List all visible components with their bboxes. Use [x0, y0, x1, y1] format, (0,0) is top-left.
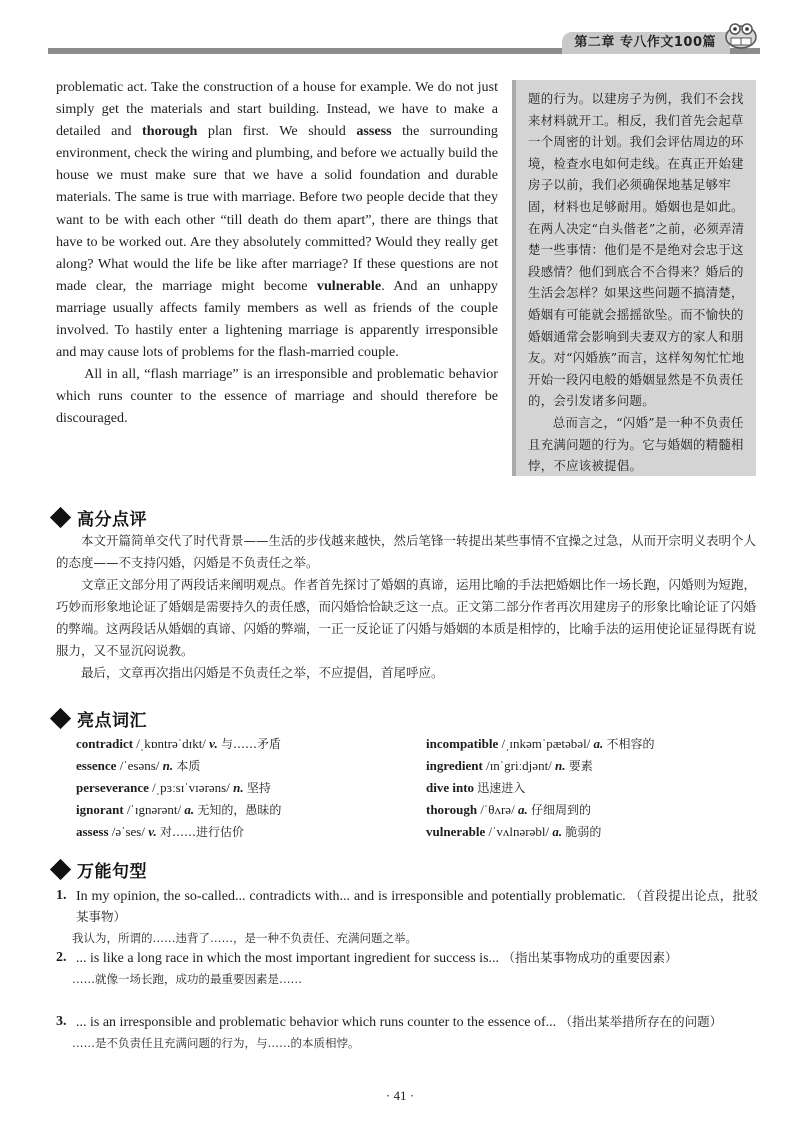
sentence-number: 3.	[56, 1014, 67, 1029]
page-header	[0, 0, 800, 62]
comment-paragraph: 最后，文章再次指出闪婚是不负责任之举，不应提倡，首尾呼应。	[81, 665, 444, 680]
vocab-item: perseverance /ˌpɜːsɪˈvɪərəns/ n. 坚持	[76, 780, 271, 795]
essay-paragraph	[56, 76, 498, 363]
chinese-translation-box	[512, 80, 756, 476]
sentence-number: 2.	[56, 950, 67, 965]
vocab-item: vulnerable /ˈvʌlnərəbl/ a. 脆弱的	[426, 824, 602, 839]
sentence-english: ... is like a long race in which the most important ingredient for success is...	[76, 951, 500, 966]
section-title: 亮点词汇	[77, 710, 147, 731]
comment-section-heading	[50, 505, 147, 529]
vocab-item: ignorant /ˈɪgnərənt/ a. 无知的，愚昧的	[76, 802, 282, 817]
keyword-highlight: assess	[356, 123, 392, 140]
vocab-section-heading	[50, 706, 147, 730]
text-run: All in all, “flash marriage” is an irresponsible and problematic behavior which runs counter to the essence of marriage and should therefore be discouraged.	[56, 366, 498, 427]
essay-paragraph	[56, 363, 498, 429]
chapter-tab: 第二章 专八作文100篇	[562, 32, 730, 54]
vocab-item: incompatible /ˌɪnkəmˈpætəbəl/ a. 不相容的	[426, 736, 655, 751]
comment-paragraph: 本文开篇简单交代了时代背景——生活的步伐越来越快，然后笔锋一转提出某些事情不宜操之过急，从而开宗明义表明个人的态度——不支持闪婚，闪婚是不负责任之举。	[56, 533, 757, 570]
sentence-chinese: ……是不负责任且充满问题的行为，与……的本质相悖。	[72, 1036, 360, 1050]
diamond-bullet-icon	[50, 506, 71, 527]
text-run: plan first. We should	[197, 123, 357, 140]
sentence-chinese: ……就像一场长跑，成功的最重要因素是……	[72, 972, 302, 986]
text-run: the surrounding environment, check the wiring and plumbing, and before we actually build the house we must make sure that we have a solid foundation and durable materials. The same is true with marriage. Before two people decide that they want to be with each other “till death do them apart”, there are things that have to be worked out. Are they absolutely committed? Would they really get along? What would the life be like after marriage? If these questions are not made clear, the marriage might become	[56, 123, 498, 294]
sentence-chinese: 我认为，所谓的……违背了……，是一种不负责任、充满问题之举。	[72, 931, 417, 945]
page-number: · 41 ·	[385, 1088, 415, 1103]
keyword-highlight: vulnerable	[316, 277, 382, 294]
section-title: 高分点评	[77, 509, 147, 530]
vocab-item: ingredient /ɪnˈgriːdjənt/ n. 要素	[426, 758, 593, 773]
text-run: . And an unhappy marriage usually affects family members as well as friends of the couple involved. To hastily enter a lightening marriage is apparently irresponsible and may cause lots of problems for the flash-married couple.	[56, 277, 498, 361]
sentence-item	[56, 886, 758, 948]
english-essay-text	[56, 76, 498, 430]
text-run: problematic act. Take the construction of a house for example. We do not just simply get the materials and start building. Instead, we have to make a detailed and	[56, 79, 498, 140]
vocab-item: contradict /ˌkɒntrəˈdɪkt/ v. 与……矛盾	[76, 736, 281, 751]
sentence-item	[56, 948, 758, 989]
diamond-bullet-icon	[50, 858, 71, 879]
sentence-english: ... is an irresponsible and problematic behavior which runs counter to the essence of...	[76, 1015, 557, 1030]
diamond-bullet-icon	[50, 707, 71, 728]
translation-paragraph: 题的行为。以建房子为例，我们不会找来材料就开工。相反，我们首先会起草一个周密的计划。我们会评估周边的环境，检查水电如何走线。在真正开始建房子以前，我们必须确保地基足够牢固，材料也足够耐用。婚姻也是如此。在两人决定“白头偕老”之前，必须弄清楚一些事情：他们是不是绝对会忠于这段感情？他们到底合不合得来？婚后的生活会怎样？如果这些问题不搞清楚，婚姻有可能就会摇摇欲坠。而不愉快的婚姻通常会影响到夫妻双方的家人和朋友。对“闪婚族”而言，这样匆匆忙忙地开始一段闪电般的婚姻显然是不负责任的，会引发诸多问题。	[528, 91, 745, 409]
comment-paragraph: 文章正文部分用了两段话来阐明观点。作者首先探讨了婚姻的真谛，运用比喻的手法把婚姻比作一场长跑，闪婚则为短跑，巧妙而形象地论证了婚姻是需要持久的责任感，而闪婚恰恰缺乏这一点。正文第二部分作者再次用建房子的形象比喻论证了闪婚的弊端。这两段话从婚姻的真谛、闪婚的弊端，一正一反论证了闪婚与婚姻的本质是相悖的，比喻手法的运用使论证显得既有说服力，又不显沉闷说教。	[56, 577, 757, 658]
sentence-item	[56, 1012, 758, 1053]
comment-body	[56, 530, 758, 684]
keyword-highlight: thorough	[142, 123, 198, 140]
vocab-item: thorough /ˈθʌrə/ a. 仔细周到的	[426, 802, 591, 817]
translation-paragraph: 总而言之，“闪婚”是一种不负责任且充满问题的行为。它与婚姻的精髓相悖，不应该被提倡。	[528, 414, 744, 474]
sentence-note: （指出某举措所存在的问题）	[559, 1014, 723, 1029]
sentences-section-heading	[50, 857, 147, 881]
sentence-note: （指出某事物成功的重要因素）	[502, 950, 678, 965]
vocab-item: dive into 迅速进入	[426, 780, 526, 795]
vocab-item: assess /əˈses/ v. 对……进行估价	[76, 824, 245, 839]
sentence-number: 1.	[56, 888, 67, 903]
vocabulary-list	[76, 734, 766, 842]
book-logo-icon	[724, 20, 758, 50]
section-title: 万能句型	[77, 861, 147, 882]
sentence-note: （首段提出论点，批驳某事物）	[76, 888, 758, 924]
sentence-english: In my opinion, the so-called... contradicts with... and is irresponsible and potentially problematic.	[76, 889, 626, 904]
vocab-item: essence /ˈesəns/ n. 本质	[76, 758, 201, 773]
